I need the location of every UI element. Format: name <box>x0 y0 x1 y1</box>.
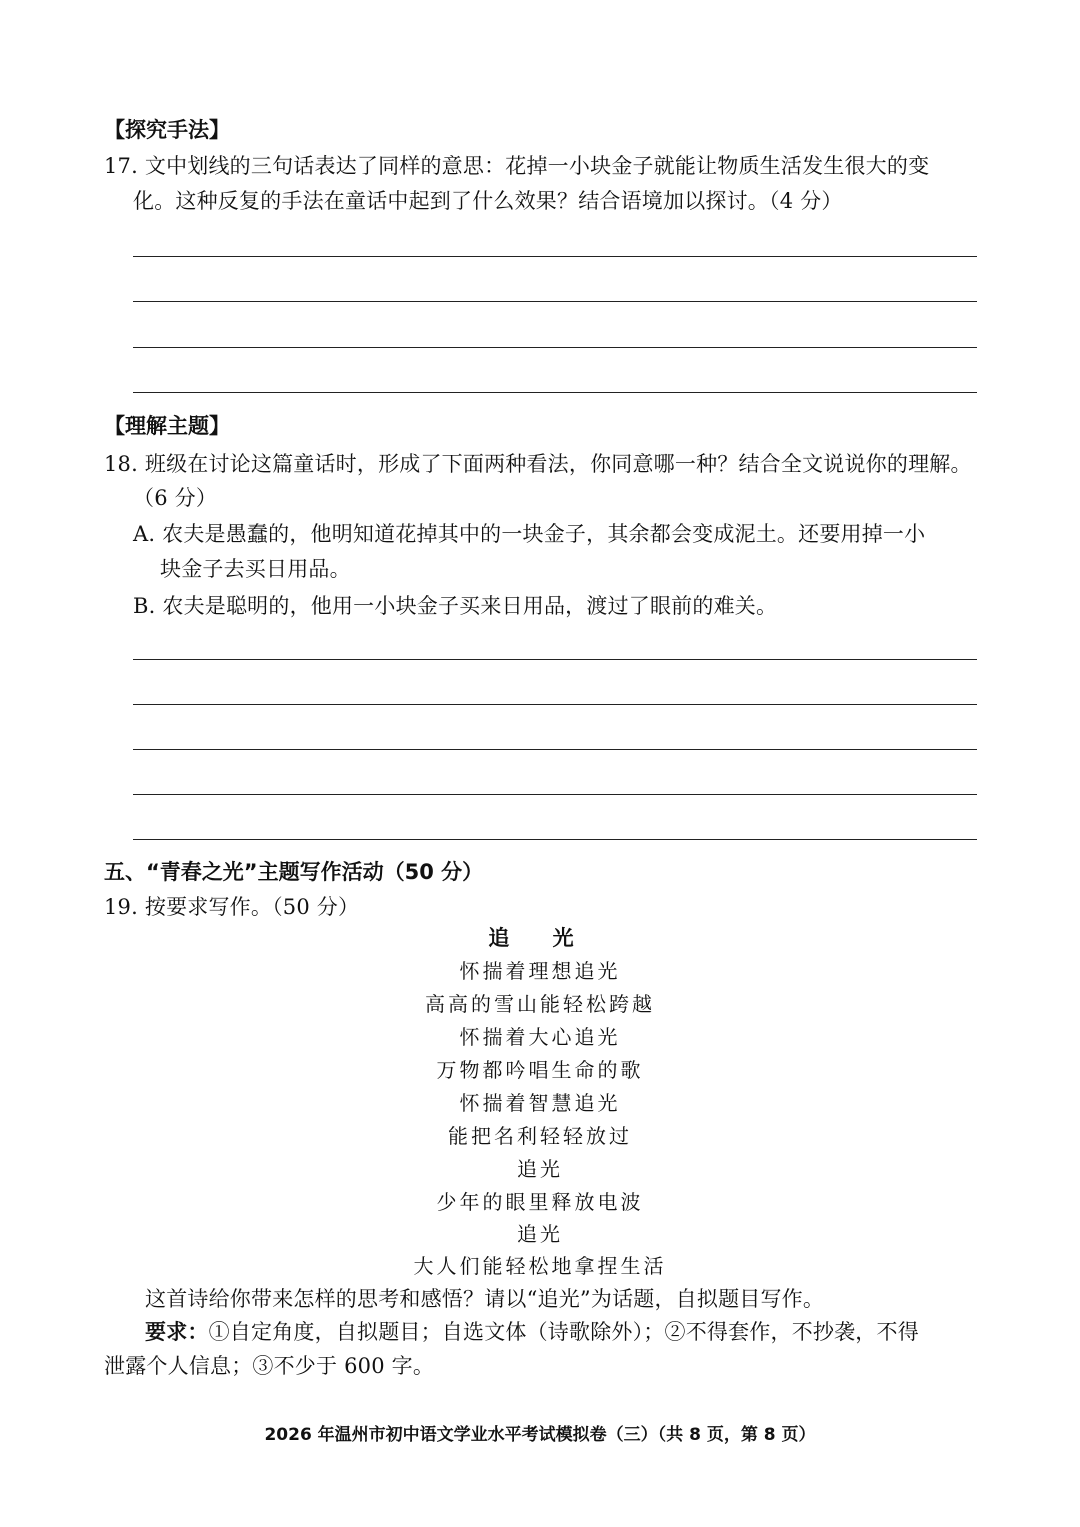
answer-line-18-5[interactable] <box>133 839 977 840</box>
poem-line: 万物都吟唱生命的歌 <box>436 1058 644 1082</box>
poem-line: 高高的雪山能轻松跨越 <box>425 992 655 1016</box>
poem-line: 能把名利轻轻放过 <box>448 1124 632 1148</box>
poem-line: 大人们能轻松地拿捏生活 <box>413 1254 667 1278</box>
poem-line: 追光 <box>517 1157 563 1181</box>
answer-line-17-1[interactable] <box>133 256 977 257</box>
section-five-title: 五、“青春之光”主题写作活动（50 分） <box>104 860 484 884</box>
answer-line-17-4[interactable] <box>133 392 977 393</box>
requirements-text: ①自定角度，自拟题目；自选文体（诗歌除外）；②不得套作，不抄袭，不得 <box>208 1320 919 1344</box>
question-18-score: （6 分） <box>133 486 218 510</box>
question-19: 19. 按要求写作。（50 分） <box>104 895 360 919</box>
requirements-line-2: 泄露个人信息；③不少于 600 字。 <box>104 1354 435 1378</box>
option-a-line-1: A. 农夫是愚蠢的，他明知道花掉其中的一块金子，其余都会变成泥土。还要用掉一小 <box>133 522 926 546</box>
answer-line-17-2[interactable] <box>133 301 977 302</box>
page-footer: 2026 年温州市初中语文学业水平考试模拟卷（三）（共 8 页，第 8 页） <box>264 1425 816 1445</box>
question-17-line-1: 17. 文中划线的三句话表达了同样的意思：花掉一小块金子就能让物质生活发生很大的变 <box>104 154 930 178</box>
answer-line-18-1[interactable] <box>133 659 977 660</box>
option-b: B. 农夫是聪明的，他用一小块金子买来日用品，渡过了眼前的难关。 <box>133 594 778 618</box>
option-a-line-2: 块金子去买日用品。 <box>160 557 351 581</box>
question-17-line-2: 化。这种反复的手法在童话中起到了什么效果？结合语境加以探讨。（4 分） <box>133 189 843 213</box>
poem-line: 怀揣着理想追光 <box>459 959 621 983</box>
question-18-line-1: 18. 班级在讨论这篇童话时，形成了下面两种看法，你同意哪一种？结合全文说说你的理解。 <box>104 452 972 476</box>
poem-line: 怀揣着智慧追光 <box>459 1091 621 1115</box>
poem-title: 追 光 <box>488 926 592 950</box>
poem-line: 追光 <box>517 1222 563 1246</box>
section-explore-title: 【探究手法】 <box>104 118 230 142</box>
answer-line-18-4[interactable] <box>133 794 977 795</box>
poem-line: 少年的眼里释放电波 <box>436 1190 644 1214</box>
answer-line-17-3[interactable] <box>133 347 977 348</box>
requirements-label: 要求： <box>145 1320 209 1344</box>
writing-prompt: 这首诗给你带来怎样的思考和感悟？请以“追光”为话题，自拟题目写作。 <box>145 1287 825 1311</box>
requirements-line-1 <box>145 1316 919 1348</box>
section-theme-title: 【理解主题】 <box>104 414 230 438</box>
answer-line-18-3[interactable] <box>133 749 977 750</box>
poem-line: 怀揣着大心追光 <box>459 1025 621 1049</box>
answer-line-18-2[interactable] <box>133 704 977 705</box>
